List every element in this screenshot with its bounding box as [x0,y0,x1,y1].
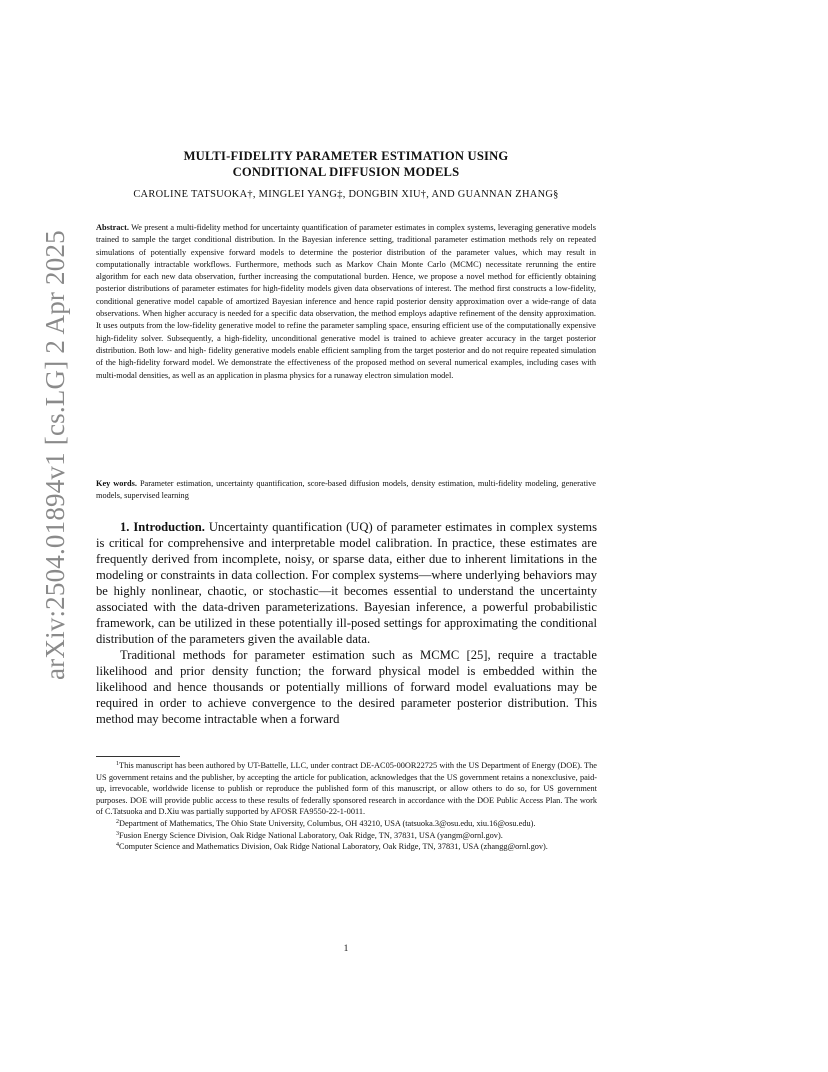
footnote-4-text: Computer Science and Mathematics Division, Oak Ridge National Laboratory, Oak Ridge, TN, 37831, USA (zhangg@ornl.gov). [119,842,548,852]
abstract-text: We present a multi-fidelity method for uncertainty quantification of parameter estimates in complex systems, leveraging generative models trained to sample the target conditional distribution. In the Bayesian inference setting, traditional parameter estimation methods rely on repeated simulations of potentially expensive forward models to determine the posterior distribution of the parameter values, which may result in computationally intractable workflows. Furthermore, methods such as Markov Chain Monte Carlo (MCMC) necessitate rerunning the entire algorithm for each new data observation, further increasing the computational burden. Hence, we propose a novel method for efficiently obtaining posterior distributions of parameter estimates for high-fidelity models given data observations of interest. The method first constructs a low-fidelity, conditional generative model capable of amortized Bayesian inference and hence rapid posterior density approximation over a wide-range of data observations. When higher accuracy is needed for a specific data observation, the method employs adaptive refinement of the density approximation. It uses outputs from the low-fidelity generative model to refine the parameter sampling space, ensuring efficient use of the computationally expensive high-fidelity solver. Subsequently, a high-fidelity, unconditional generative model is trained to achieve greater accuracy in the target posterior distribution. Both low- and high- fidelity generative models enable efficient sampling from the target posterior and do not require repeated simulation of the high-fidelity forward model. We demonstrate the effectiveness of the proposed method on several numerical examples, including cases with multi-modal densities, as well as an application in plasma physics for a runaway electron simulation model. [96,223,596,380]
footnote-mark-3: 3 [116,830,119,837]
abstract-label: Abstract. [96,223,129,232]
footnote-2-text: Department of Mathematics, The Ohio State University, Columbus, OH 43210, USA (tatsuoka.3@osu.edu, xiu.16@osu.edu). [119,818,536,828]
footnote-1-text: This manuscript has been authored by UT-Battelle, LLC, under contract DE-AC05-00OR22725 with the US Department of Energy (DOE). The US government retains and the publisher, by accepting the article for publication, acknowledges that the US government retains a nonexclusive, paid-up, irrevocable, worldwide license to publish or reproduce the published form of this manuscript, or allow others to do so, for US government purposes. DOE will provide public access to these results of federally sponsored research in accordance with the DOE Public Access Plan. The work of C.Tatsuoka and D.Xiu was partially supported by AFOSR FA9550-22-1-0011. [96,761,597,817]
footnote-mark-2: 2 [116,818,119,825]
intro-paragraph-1 [96,519,597,647]
footnote-rule [96,756,180,757]
intro-paragraph-1-text: Uncertainty quantification (UQ) of parameter estimates in complex systems is critical for comprehensive and interpretable model calibration. In practice, these estimates are frequently derived from incomplete, noisy, or sparse data, either due to inherent limitations in the modeling or constraints in data collection. For complex systems—where underlying behaviors may be highly nonlinear, chaotic, or stochastic—it becomes essential to understand the uncertainty associated with the data-driven parameterizations. Bayesian inference, a powerful probabilistic framework, can be utilized in these potentially ill-posed settings for approximating the conditional distribution of the parameters given the available data. [96,520,598,646]
footnote-4 [96,841,597,853]
introduction-section [96,519,597,727]
paper-title [96,148,596,180]
footnote-mark-1: 1 [116,761,119,767]
footnote-3-text: Fusion Energy Science Division, Oak Ridge National Laboratory, Oak Ridge, TN, 37831, USA (yangm@ornl.gov). [119,830,503,840]
footnote-3 [96,830,597,842]
abstract [96,222,596,382]
footnote-mark-4: 4 [116,842,119,849]
author-list: CAROLINE TATSUOKA†, MINGLEI YANG‡, DONGBIN XIU†, AND GUANNAN ZHANG§ [133,189,559,200]
keywords-text: Parameter estimation, uncertainty quantification, score-based diffusion models, density estimation, multi-fidelity modeling, generative models, supervised learning [96,479,596,501]
title-line-2: CONDITIONAL DIFFUSION MODELS [232,165,460,179]
keywords [96,478,596,503]
footnote-1 [96,760,597,818]
section-heading: 1. Introduction. [120,520,205,534]
page-number: 1 [343,944,349,954]
footnote-2 [96,818,597,830]
intro-paragraph-2: Traditional methods for parameter estimation such as MCMC [25], require a tractable likelihood and prior density function; the forward physical model is embedded within the likelihood and hence thousands or potentially millions of forward model evaluations may be required in order to achieve convergence to the desired parameter posterior distribution. This method may become intractable when a forward [96,648,597,726]
arxiv-identifier-stamp: arXiv:2504.01894v1 [cs.LG] 2 Apr 2025 [40,230,70,680]
keywords-label: Key words. [96,479,137,488]
title-line-1: MULTI-FIDELITY PARAMETER ESTIMATION USING [183,149,509,163]
footnotes [96,760,597,853]
